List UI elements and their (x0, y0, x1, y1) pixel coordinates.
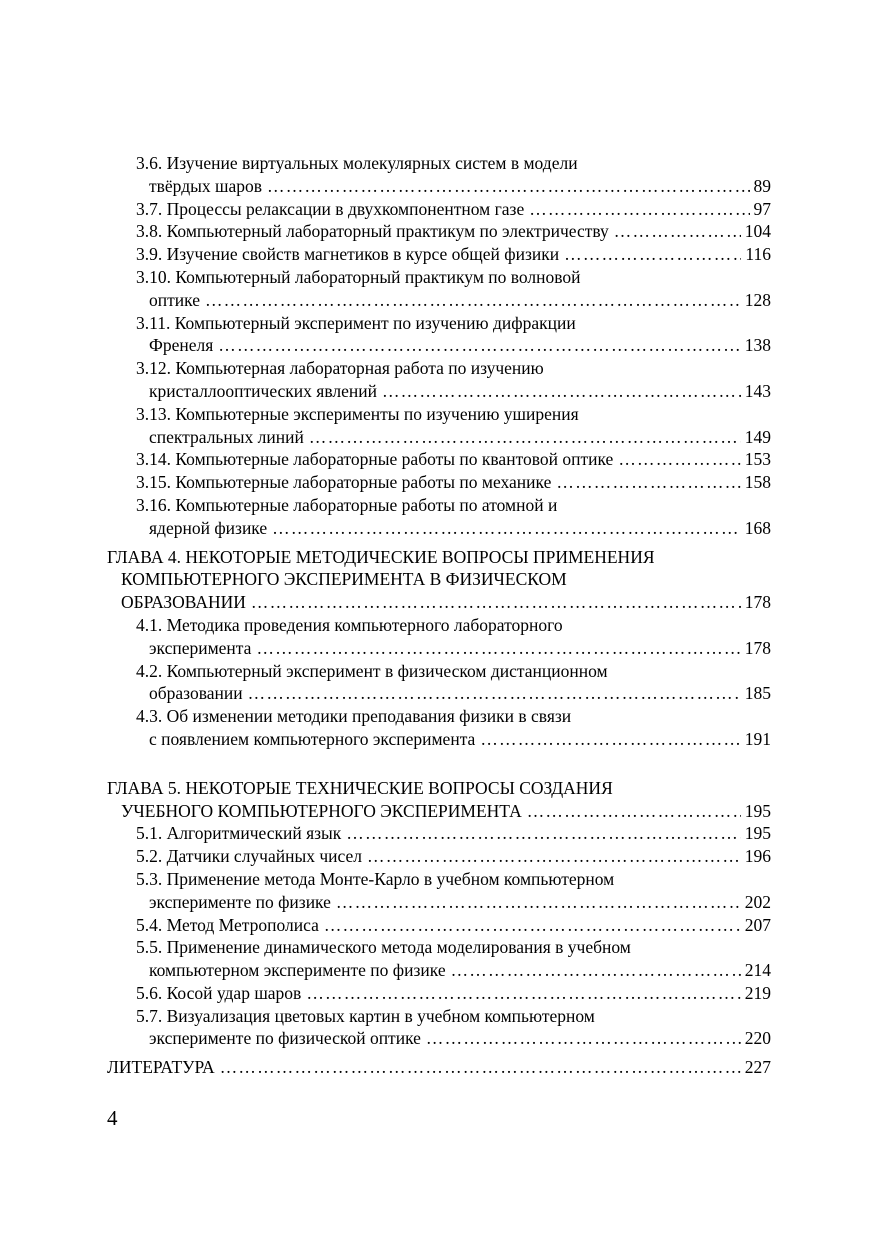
dot-leader (480, 728, 740, 751)
toc-entry-3-9 (107, 243, 771, 266)
toc-line (107, 380, 771, 403)
toc-entry-title: 5.2. Датчики случайных чисел (136, 846, 363, 867)
toc-entry-3-6 (107, 152, 771, 198)
toc-chapter-5 (107, 777, 771, 823)
toc-entry-title-cont: оптике (149, 289, 200, 310)
toc-entry-title-cont: ядерной физике (149, 517, 268, 538)
toc-page-number: 219 (744, 982, 771, 1003)
toc-entry-title-cont: кристаллооптических явлений (149, 380, 377, 401)
toc-entry-title: 3.16. Компьютерные лабораторные работы по атомной и (136, 494, 558, 515)
toc-entry-title-cont: Френеля (149, 335, 214, 356)
toc-entry-title: 5.1. Алгоритмический язык (136, 823, 342, 844)
toc-entry-title: 5.7. Визуализация цветовых картин в учебном компьютерном (136, 1005, 595, 1026)
toc-line (107, 546, 771, 569)
dot-leader (248, 682, 741, 705)
toc-entry-title-cont: эксперименте по физике (149, 891, 331, 912)
toc-page-number: 128 (744, 289, 771, 310)
dot-leader (451, 959, 741, 982)
dot-leader (306, 982, 740, 1005)
toc-line (107, 426, 771, 449)
toc-entry-5-1 (107, 822, 771, 845)
toc-page-number: 220 (744, 1028, 771, 1049)
toc-line (107, 845, 771, 868)
toc-entry-4-1 (107, 614, 771, 660)
toc-entry-title: 4.2. Компьютерный эксперимент в физическом дистанционном (136, 660, 608, 681)
toc-entry-title: 3.14. Компьютерные лабораторные работы по квантовой оптике (136, 449, 614, 470)
dot-leader (324, 914, 741, 937)
toc-entry-3-13 (107, 403, 771, 449)
dot-leader (529, 198, 749, 221)
chapter-title-cont: ОБРАЗОВАНИИ (121, 592, 246, 613)
toc-entry-title: 4.1. Методика проведения компьютерного лабораторного (136, 614, 563, 635)
toc-line (107, 334, 771, 357)
toc-entry-title: 5.6. Косой удар шаров (136, 982, 302, 1003)
dot-leader (267, 175, 750, 198)
toc-entry-title-cont: компьютерном эксперименте по физике (149, 960, 446, 981)
toc-line (107, 517, 771, 540)
toc-entry-title: 3.13. Компьютерные эксперименты по изучению уширения (136, 403, 579, 424)
toc-entry-3-16 (107, 494, 771, 540)
toc-entry-title-cont: эксперименте по физической оптике (149, 1028, 421, 1049)
dot-leader (218, 334, 740, 357)
toc-entry-title: 3.12. Компьютерная лабораторная работа по изучению (136, 358, 544, 379)
toc-page-number: 196 (744, 846, 771, 867)
toc-line (107, 1027, 771, 1050)
chapter-title-cont: УЧЕБНОГО КОМПЬЮТЕРНОГО ЭКСПЕРИМЕНТА (121, 800, 522, 821)
dot-leader (309, 426, 741, 449)
toc-line (107, 800, 771, 823)
toc-line (107, 591, 771, 614)
toc-entry-title: 3.6. Изучение виртуальных молекулярных систем в модели (136, 153, 578, 173)
toc-entry-5-6 (107, 982, 771, 1005)
toc-entry-5-3 (107, 868, 771, 914)
toc-literature (107, 1056, 771, 1079)
toc-line (107, 243, 771, 266)
dot-leader (346, 822, 740, 845)
toc-page-number: 202 (744, 891, 771, 912)
toc-entry-3-7 (107, 198, 771, 221)
toc-entry-title-cont: твёрдых шаров (149, 175, 262, 196)
table-of-contents (107, 152, 771, 1079)
toc-entry-3-15 (107, 471, 771, 494)
toc-line (107, 660, 771, 683)
toc-entry-title: 3.7. Процессы релаксации в двухкомпонентном газе (136, 198, 525, 219)
toc-line (107, 777, 771, 800)
toc-line (107, 357, 771, 380)
dot-leader (336, 891, 741, 914)
toc-entry-3-12 (107, 357, 771, 403)
toc-line (107, 403, 771, 426)
toc-line (107, 220, 771, 243)
toc-line (107, 152, 771, 175)
dot-leader (256, 637, 740, 660)
toc-line (107, 936, 771, 959)
toc-entry-title: 3.11. Компьютерный эксперимент по изучению дифракции (136, 312, 576, 333)
toc-page-number: 89 (753, 175, 771, 196)
toc-page-number: 195 (744, 800, 771, 821)
dot-leader (556, 471, 740, 494)
toc-page-number: 149 (744, 426, 771, 447)
toc-line (107, 914, 771, 937)
toc-entry-4-2 (107, 660, 771, 706)
dot-leader (272, 517, 741, 540)
toc-line (107, 868, 771, 891)
toc-page-number: 207 (744, 914, 771, 935)
toc-page-number: 138 (744, 335, 771, 356)
dot-leader (367, 845, 741, 868)
toc-entry-5-2 (107, 845, 771, 868)
dot-leader (220, 1056, 741, 1079)
dot-leader (614, 220, 741, 243)
dot-leader (382, 380, 741, 403)
toc-page-number: 116 (745, 244, 771, 265)
toc-line (107, 266, 771, 289)
toc-line (107, 198, 771, 221)
dot-leader (426, 1027, 741, 1050)
toc-entry-title: 4.3. Об изменении методики преподавания физики в связи (136, 706, 572, 727)
page-number: 4 (107, 1106, 118, 1130)
toc-entry-5-7 (107, 1005, 771, 1051)
toc-line (107, 289, 771, 312)
toc-entry-3-8 (107, 220, 771, 243)
toc-page-number: 214 (744, 960, 771, 981)
toc-entry-3-10 (107, 266, 771, 312)
dot-leader (527, 800, 741, 823)
toc-line (107, 312, 771, 335)
toc-entry-title: 3.15. Компьютерные лабораторные работы по механике (136, 472, 552, 493)
toc-entry-4-3 (107, 705, 771, 751)
toc-page-number: 143 (744, 380, 771, 401)
dot-leader (618, 448, 740, 471)
toc-entry-title-cont: спектральных линий (149, 426, 304, 447)
toc-line (107, 982, 771, 1005)
toc-chapter-4 (107, 546, 771, 614)
toc-entry-3-11 (107, 312, 771, 358)
literature-title: ЛИТЕРАТУРА (107, 1057, 215, 1078)
toc-entry-title: 3.10. Компьютерный лабораторный практикум по волновой (136, 266, 581, 287)
toc-line (107, 682, 771, 705)
toc-line (107, 1056, 771, 1079)
toc-page-number: 97 (753, 198, 771, 219)
toc-page-number: 168 (744, 517, 771, 538)
dot-leader (251, 591, 741, 614)
chapter-title: ГЛАВА 5. НЕКОТОРЫЕ ТЕХНИЧЕСКИЕ ВОПРОСЫ СОЗДАНИЯ (107, 777, 613, 798)
toc-line (107, 448, 771, 471)
toc-line (107, 614, 771, 637)
toc-line (107, 568, 771, 591)
toc-page-number: 185 (744, 683, 771, 704)
toc-line (107, 1005, 771, 1028)
toc-line (107, 471, 771, 494)
toc-page-number: 158 (744, 472, 771, 493)
spacer (107, 751, 771, 777)
toc-line (107, 494, 771, 517)
toc-page-number: 104 (744, 221, 771, 242)
toc-entry-3-14 (107, 448, 771, 471)
toc-page-number: 191 (744, 728, 771, 749)
toc-entry-title: 5.3. Применение метода Монте-Карло в учебном компьютерном (136, 868, 615, 889)
toc-page-number: 153 (744, 449, 771, 470)
toc-entry-title: 5.4. Метод Метрополиса (136, 914, 319, 935)
toc-page-number: 195 (744, 823, 771, 844)
toc-page-number: 227 (744, 1057, 771, 1078)
toc-entry-title: 3.8. Компьютерный лабораторный практикум по электричеству (136, 221, 609, 242)
toc-line (107, 637, 771, 660)
toc-line (107, 822, 771, 845)
toc-line (107, 175, 771, 198)
toc-entry-title-cont: эксперимента (149, 637, 252, 658)
toc-entry-title: 5.5. Применение динамического метода моделирования в учебном (136, 937, 631, 958)
toc-entry-5-4 (107, 914, 771, 937)
toc-entry-title: 3.9. Изучение свойств магнетиков в курсе общей физики (136, 244, 560, 265)
toc-line (107, 959, 771, 982)
toc-entry-5-5 (107, 936, 771, 982)
toc-page-number: 178 (744, 637, 771, 658)
toc-page-number: 178 (744, 592, 771, 613)
toc-line (107, 728, 771, 751)
dot-leader (564, 243, 741, 266)
toc-entry-title-cont: с появлением компьютерного эксперимента (149, 728, 476, 749)
chapter-title: ГЛАВА 4. НЕКОТОРЫЕ МЕТОДИЧЕСКИЕ ВОПРОСЫ ПРИМЕНЕНИЯ (107, 546, 655, 567)
toc-entry-title-cont: образовании (149, 683, 243, 704)
toc-line (107, 705, 771, 728)
chapter-title-cont: КОМПЬЮТЕРНОГО ЭКСПЕРИМЕНТА В ФИЗИЧЕСКОМ (121, 569, 567, 590)
toc-line (107, 891, 771, 914)
dot-leader (205, 289, 741, 312)
